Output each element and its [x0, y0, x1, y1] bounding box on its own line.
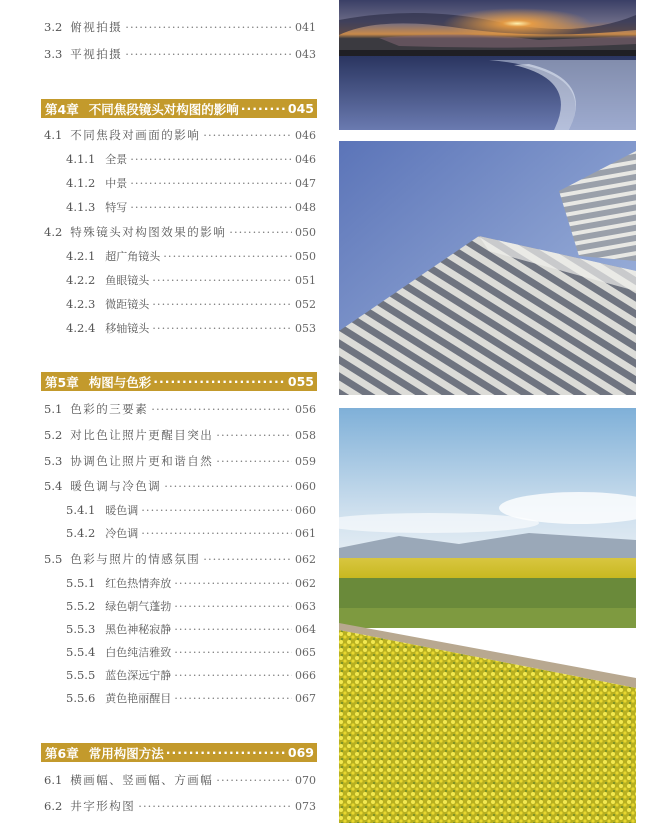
entry-page: 048	[295, 201, 316, 214]
leader-dots	[152, 273, 292, 287]
entry-page: 062	[295, 553, 316, 566]
chapter-4-heading[interactable]	[41, 99, 317, 118]
toc-entry-4-2[interactable]	[44, 224, 316, 240]
entry-page: 046	[295, 129, 316, 142]
entry-number: 4.1.3	[66, 200, 96, 214]
leader-dots	[130, 176, 292, 190]
entry-number: 6.2	[44, 799, 63, 813]
entry-page: 064	[295, 623, 316, 636]
entry-page: 065	[295, 646, 316, 659]
entry-number: 5.4.1	[66, 503, 96, 517]
entry-number: 5.5.3	[66, 622, 96, 636]
entry-number: 4.2.4	[66, 321, 96, 335]
chapter-6-heading[interactable]	[41, 743, 317, 762]
entry-page: 051	[295, 274, 316, 287]
entry-page: 067	[295, 692, 316, 705]
entry-number: 4.2.1	[66, 249, 96, 263]
entry-page: 043	[295, 48, 316, 61]
toc-entry-5-5-3[interactable]	[66, 621, 316, 637]
entry-title: 全景	[105, 153, 128, 166]
toc-entry-4-2-2[interactable]	[66, 272, 316, 288]
entry-title: 白色纯洁雅致	[105, 646, 172, 659]
sunset-lake-photo	[339, 0, 636, 130]
leader-dots	[174, 576, 292, 590]
entry-page: 047	[295, 177, 316, 190]
leader-dots	[138, 799, 292, 813]
leader-dots	[241, 101, 286, 116]
chapter-5-heading[interactable]	[41, 372, 317, 391]
entry-page: 050	[295, 250, 316, 263]
leader-dots	[216, 428, 292, 442]
leader-dots	[174, 691, 292, 705]
chapter-number: 第6章	[45, 745, 79, 761]
entry-number: 5.5.2	[66, 599, 96, 613]
entry-page: 063	[295, 600, 316, 613]
chapter-number: 第4章	[45, 101, 79, 117]
leader-dots	[125, 20, 292, 34]
entry-title: 黄色艳丽醒目	[105, 692, 172, 705]
entry-title: 暖色调与冷色调	[70, 479, 162, 493]
entry-number: 4.1.2	[66, 176, 96, 190]
entry-number: 4.2.3	[66, 297, 96, 311]
entry-title: 俯视拍摄	[70, 20, 123, 34]
leader-dots	[152, 321, 292, 335]
chapter-page: 069	[287, 745, 314, 760]
leader-dots	[163, 249, 292, 263]
leader-dots	[125, 47, 292, 61]
entry-title: 色彩的三要素	[70, 402, 149, 416]
toc-entry-5-5-6[interactable]	[66, 690, 316, 706]
toc-entry-5-1[interactable]	[44, 401, 316, 417]
entry-title: 平视拍摄	[70, 47, 123, 61]
chapter-page: 045	[287, 101, 314, 116]
leader-dots	[166, 745, 286, 760]
toc-entry-5-5-2[interactable]	[66, 598, 316, 614]
toc-entry-5-5-4[interactable]	[66, 644, 316, 660]
entry-number: 5.5.5	[66, 668, 96, 682]
entry-title: 对比色让照片更醒目突出	[70, 428, 214, 442]
entry-page: 058	[295, 429, 316, 442]
entry-number: 5.5.6	[66, 691, 96, 705]
entry-title: 色彩与照片的情感氛围	[70, 552, 201, 566]
entry-title: 移轴镜头	[105, 322, 150, 335]
entry-page: 052	[295, 298, 316, 311]
entry-page: 060	[295, 504, 316, 517]
toc-entry-5-5-5[interactable]	[66, 667, 316, 683]
entry-page: 056	[295, 403, 316, 416]
toc-entry-4-2-1[interactable]	[66, 248, 316, 264]
toc-entry-5-5[interactable]	[44, 551, 316, 567]
entry-number: 5.5.4	[66, 645, 96, 659]
toc-entry-5-4-1[interactable]	[66, 502, 316, 518]
entry-number: 5.5.1	[66, 576, 96, 590]
entry-number: 5.3	[44, 454, 63, 468]
toc-entry-4-1[interactable]	[44, 127, 316, 143]
leader-dots	[152, 297, 292, 311]
entry-number: 4.1	[44, 128, 63, 142]
chapter-title: 不同焦段镜头对构图的影响	[88, 101, 239, 117]
toc-entry-4-2-3[interactable]	[66, 296, 316, 312]
entry-number: 5.4	[44, 479, 63, 493]
entry-number: 6.1	[44, 773, 63, 787]
chapter-title: 构图与色彩	[88, 374, 152, 390]
entry-number: 4.2	[44, 225, 63, 239]
entry-title: 冷色调	[105, 527, 139, 540]
leader-dots	[164, 479, 292, 493]
leader-dots	[174, 645, 292, 659]
leader-dots	[203, 552, 292, 566]
entry-page: 053	[295, 322, 316, 335]
entry-page: 060	[295, 480, 316, 493]
entry-page: 070	[295, 774, 316, 787]
toc-entry-5-2[interactable]	[44, 427, 316, 443]
entry-title: 鱼眼镜头	[105, 274, 150, 287]
toc-entry-5-5-1[interactable]	[66, 575, 316, 591]
entry-page: 066	[295, 669, 316, 682]
leader-dots	[174, 668, 292, 682]
skyscraper-photo	[339, 141, 636, 395]
entry-title: 蓝色深远宁静	[105, 669, 172, 682]
entry-page: 073	[295, 800, 316, 813]
entry-page: 041	[295, 21, 316, 34]
leader-dots	[151, 402, 292, 416]
toc-entry-4-1-1[interactable]	[66, 151, 316, 167]
leader-dots	[216, 454, 292, 468]
leader-dots	[203, 128, 292, 142]
entry-number: 3.3	[44, 47, 63, 61]
entry-title: 黑色神秘寂静	[105, 623, 172, 636]
toc-entry-5-4-2[interactable]	[66, 525, 316, 541]
entry-title: 特写	[105, 201, 128, 214]
leader-dots	[174, 622, 292, 636]
leader-dots	[141, 526, 292, 540]
leader-dots	[141, 503, 292, 517]
entry-number: 4.1.1	[66, 152, 96, 166]
entry-title: 红色热情奔放	[105, 577, 172, 590]
toc-entry-3-3[interactable]	[44, 46, 316, 62]
toc-entry-3-2[interactable]	[44, 19, 316, 35]
rapeseed-field-photo	[339, 408, 636, 823]
entry-number: 5.2	[44, 428, 63, 442]
leader-dots	[130, 152, 292, 166]
entry-page: 046	[295, 153, 316, 166]
leader-dots	[216, 773, 292, 787]
leader-dots	[229, 225, 292, 239]
entry-title: 中景	[105, 177, 128, 190]
toc-entry-5-3[interactable]	[44, 453, 316, 469]
leader-dots	[153, 374, 286, 389]
entry-number: 5.5	[44, 552, 63, 566]
entry-title: 超广角镜头	[105, 250, 161, 263]
chapter-page: 055	[287, 374, 314, 389]
chapter-title: 常用构图方法	[88, 745, 164, 761]
entry-title: 不同焦段对画面的影响	[70, 128, 201, 142]
entry-page: 061	[295, 527, 316, 540]
toc-entry-4-1-3[interactable]	[66, 199, 316, 215]
chapter-number: 第5章	[45, 374, 79, 390]
entry-title: 特殊镜头对构图效果的影响	[70, 225, 227, 239]
entry-number: 3.2	[44, 20, 63, 34]
entry-title: 横画幅、竖画幅、方画幅	[70, 773, 214, 787]
toc-entry-4-2-4[interactable]	[66, 320, 316, 336]
entry-page: 059	[295, 455, 316, 468]
entry-title: 绿色朝气蓬勃	[105, 600, 172, 613]
entry-page: 062	[295, 577, 316, 590]
toc-entry-6-1[interactable]	[44, 772, 316, 788]
toc-entry-6-2[interactable]	[44, 798, 316, 814]
toc-entry-4-1-2[interactable]	[66, 175, 316, 191]
entry-title: 井字形构图	[70, 799, 136, 813]
entry-number: 5.1	[44, 402, 63, 416]
entry-title: 微距镜头	[105, 298, 150, 311]
entry-page: 050	[295, 226, 316, 239]
entry-title: 协调色让照片更和谐自然	[70, 454, 214, 468]
entry-number: 4.2.2	[66, 273, 96, 287]
entry-number: 5.4.2	[66, 526, 96, 540]
toc-entry-5-4[interactable]	[44, 478, 316, 494]
entry-title: 暖色调	[105, 504, 139, 517]
leader-dots	[130, 200, 292, 214]
leader-dots	[174, 599, 292, 613]
table-of-contents	[0, 0, 320, 823]
